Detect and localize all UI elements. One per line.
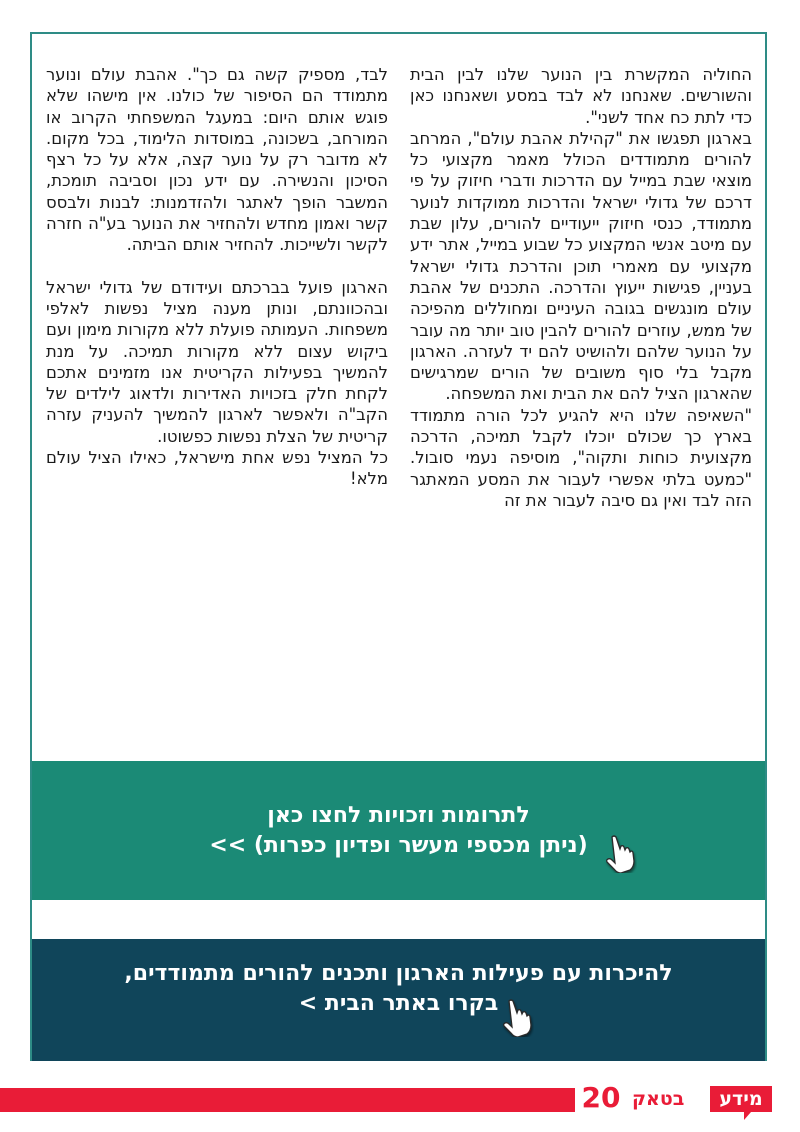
website-banner-link[interactable] <box>32 939 765 1061</box>
logo-speech-tail <box>744 1112 751 1120</box>
pointing-hand-icon <box>603 833 637 873</box>
publication-logo-box: מידע <box>710 1086 772 1112</box>
donate-banner-subtitle: (ניתן מכספי מעשר ופדיון כפרות) >> <box>209 832 588 858</box>
website-banner-subtitle: בקרו באתר הבית > <box>298 991 499 1016</box>
paragraph: החוליה המקשרת בין הנוער שלנו לבין הבית והשורשים. שאנחנו לא לבד במסע ושאנחנו כאן כדי לתת כח אחד לשני". <box>410 65 752 127</box>
paragraph: כל המציל נפש אחת מישראל, כאילו הציל עולם מלא! <box>46 448 388 489</box>
publication-logo-text: בטאק <box>632 1088 685 1110</box>
page-number: 20 <box>581 1081 621 1114</box>
donate-banner-title: לתרומות וזכויות לחצו כאן <box>267 802 530 828</box>
footer-stripe <box>0 1088 575 1112</box>
article-columns <box>46 64 752 754</box>
donate-banner-link[interactable] <box>32 761 765 900</box>
paragraph: "השאיפה שלנו היא להגיע לכל הורה מתמודד בארץ כך שכולם יוכלו לקבל תמיכה, הדרכה מקצועית כוחות ותקוה", מוסיפה נעמי סובול. "כמעט בלתי אפשרי לעבור את המסע המאתגר הזה לבד ואין גם סיבה לעבור את זה <box>410 405 752 510</box>
paragraph: לבד, מספיק קשה גם כך". אהבת עולם ונוער מתמודד הם הסיפור של כולנו. אין מישהו שלא פוגש אותם היום: במעגל המשפחתי הקרוב או המורחב, בשכונה, במוסדות הלימוד, בכל מקום. לא מדובר רק על נוער קצה, אלא על כל רצף הסיכון והנשירה. עם ידע נכון וסביבה תומכת, המשבר הופך לאתגר ולהזדמנות: לבנות ולבסס קשר ואמון מחדש ולהחזיר את הנוער בע"ה חזרה לקשר ולשייכות. להחזיר אותם הביתה. <box>46 65 388 255</box>
paragraph: הארגון פועל בברכתם ועידודם של גדולי ישראל ובהכוונתם, ונותן מענה מציל נפשות לאלפי משפחות. העמותה פועלת ללא מקורות מימון ועם ביקוש עצום ללא מקורות תמיכה. על מנת להמשיך בפעילות הקריטית אנו מזמינים אתכם לקחת חלק בזכויות האדירות ולדאוג לילדים של הקב"ה ולאפשר לארגון להמשיך להעניק עזרה קריטית של הצלת נפשות כפשוטו. <box>46 277 388 446</box>
article-column-left <box>46 64 388 754</box>
article-column-right <box>410 64 752 754</box>
website-banner-title: להיכרות עם פעילות הארגון ותכנים להורים מתמודדים, <box>124 961 673 986</box>
article-frame <box>30 32 767 1061</box>
paragraph: בארגון תפגשו את "קהילת אהבת עולם", המרחב להורים מתמודדים הכולל מאמר מקצועי כל מוצאי שבת במייל עם הדרכות ודברי חיזוק על פי דרכם של גדולי ישראל והדרכות ממוקדות לנוער מתמודד, כנסי חיזוק ייעודיים להורים, עלון שבת עם מיטב אנשי המקצוע כל שבוע במייל, אתר ידע מקצועי עם מאמרי תוכן והדרכת גדולי ישראל בעניין, פגישות ייעוץ והדרכה. התכנים של אהבת עולם מונגשים בגובה העיניים ומחוללים מהפיכה של ממש, עוזרים להורים להבין טוב יותר מה עובר על הנוער שלהם ולהושיט להם יד לעזרה. הארגון מקבל בלי סוף משובים של הורים שמרגישים שהארגון הציל להם את הבית ואת המשפחה. <box>410 128 752 404</box>
pointing-hand-icon <box>500 997 534 1037</box>
